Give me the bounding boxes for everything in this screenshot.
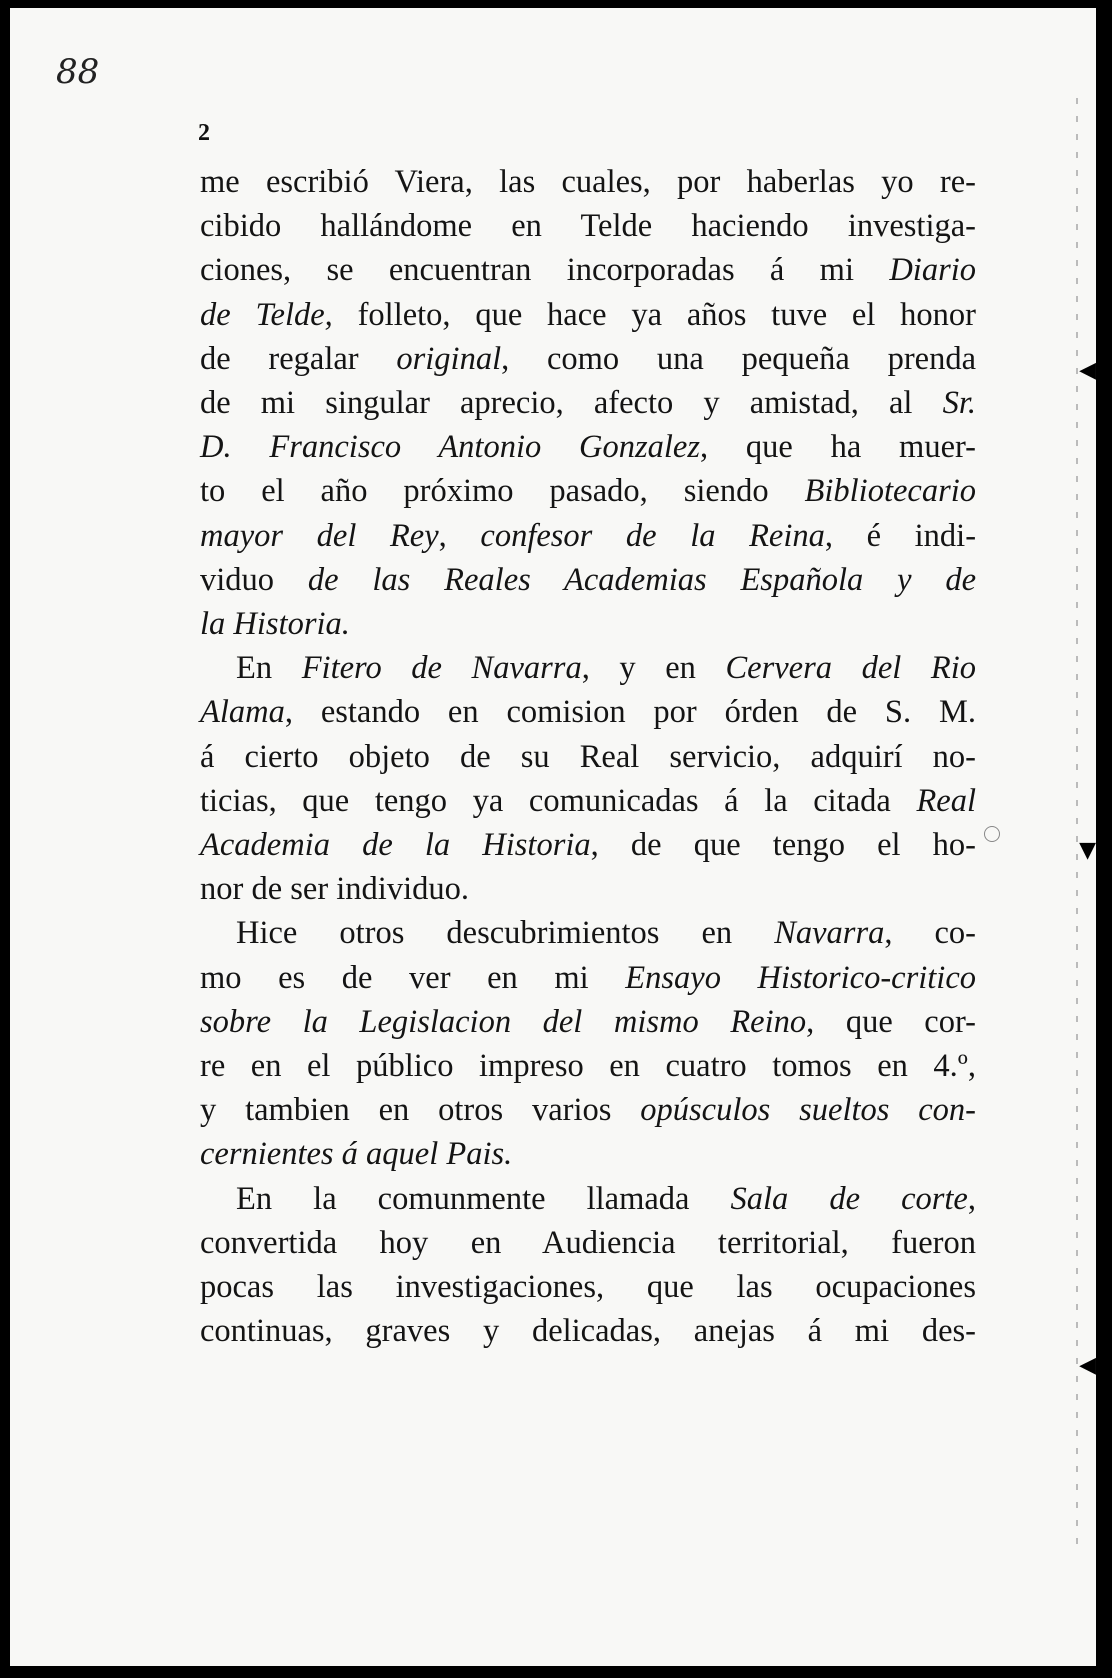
italic-text: Alama bbox=[200, 694, 285, 731]
paragraph bbox=[200, 1177, 976, 1354]
text-line bbox=[200, 690, 976, 734]
text-segment: to el año próximo pasado, siendo bbox=[200, 473, 805, 510]
text-line bbox=[200, 602, 976, 646]
margin-mark-icon: ◀ bbox=[1079, 1353, 1096, 1378]
text-segment: , co- bbox=[884, 915, 977, 952]
text-line: re en el público impreso en cuatro tomos en 4.º, bbox=[200, 1048, 976, 1085]
margin-mark-icon: ▼ bbox=[1079, 838, 1096, 863]
text-line bbox=[200, 956, 976, 1000]
text-segment: , bbox=[967, 1180, 976, 1217]
italic-text: D. Francisco Antonio Gonzalez bbox=[200, 429, 700, 466]
text-line: me escribió Viera, las cuales, por haberlas yo re- bbox=[200, 164, 976, 200]
text-segment: ciones, se encuentran incorporadas á mi bbox=[200, 252, 890, 289]
italic-text: de Telde, bbox=[200, 296, 333, 333]
text-segment: folleto, que hace ya años tuve el honor bbox=[332, 296, 976, 333]
text-line bbox=[200, 1000, 976, 1044]
text-line: á cierto objeto de su Real servicio, adquirí no- bbox=[200, 738, 976, 775]
text-segment: , bbox=[438, 517, 481, 554]
text-line bbox=[200, 425, 976, 469]
text-line bbox=[200, 1132, 976, 1176]
text-segment: de mi singular aprecio, afecto y amistad, al bbox=[200, 385, 943, 422]
text-line bbox=[200, 1088, 976, 1132]
text-segment: , é indi- bbox=[824, 517, 977, 554]
text-segment: En bbox=[236, 650, 302, 687]
text-line bbox=[200, 514, 976, 558]
text-segment: , de que tengo el ho- bbox=[590, 827, 976, 864]
text-line: convertida hoy en Audiencia territorial, fueron bbox=[200, 1224, 976, 1261]
text-line: nor de ser individuo. bbox=[200, 871, 469, 908]
text-line bbox=[200, 293, 976, 337]
italic-text: Real bbox=[916, 782, 976, 819]
text-line bbox=[200, 337, 976, 381]
italic-text: sobre la Legislacion del mismo Reino bbox=[200, 1003, 807, 1040]
italic-text: original bbox=[396, 340, 502, 377]
text-line bbox=[200, 248, 976, 292]
paragraph bbox=[200, 911, 976, 1176]
italic-text: Cervera del Rio bbox=[725, 650, 976, 687]
paragraph bbox=[200, 160, 976, 646]
italic-text: Sr. bbox=[942, 385, 976, 422]
italic-text: confesor de la Reina bbox=[480, 517, 825, 554]
text-segment: , y en bbox=[581, 650, 726, 687]
text-segment: En la comunmente llamada bbox=[236, 1180, 731, 1217]
text-segment: de regalar bbox=[200, 340, 397, 377]
text-segment: , estando en comision por órden de S. M. bbox=[284, 694, 976, 731]
text-line bbox=[200, 823, 976, 867]
page-edge-shadow bbox=[1076, 98, 1078, 1556]
text-line bbox=[200, 779, 976, 823]
text-segment: Hice otros descubrimientos en bbox=[236, 915, 775, 952]
italic-text: mayor del Rey bbox=[200, 517, 439, 554]
italic-text: Navarra bbox=[774, 915, 885, 952]
paragraph bbox=[200, 646, 976, 911]
italic-text: cernientes á aquel Pais. bbox=[200, 1136, 513, 1173]
italic-text: Ensayo Historico-critico bbox=[625, 959, 976, 996]
document-page bbox=[10, 8, 1096, 1666]
printed-page-number: 2 bbox=[198, 120, 210, 146]
text-segment: y tambien en otros varios bbox=[200, 1092, 641, 1129]
text-line bbox=[200, 1177, 976, 1221]
text-line bbox=[200, 558, 976, 602]
text-segment: , que cor- bbox=[806, 1003, 976, 1040]
italic-text: Fitero de Navarra bbox=[301, 650, 582, 687]
manuscript-page-number: 88 bbox=[56, 52, 100, 92]
italic-text: Diario bbox=[889, 252, 976, 289]
margin-mark-icon: ◀ bbox=[1079, 358, 1096, 383]
italic-text: Sala de corte bbox=[730, 1180, 968, 1217]
italic-text: opúsculos sueltos con- bbox=[640, 1092, 977, 1129]
text-line: cibido hallándome en Telde haciendo investiga- bbox=[200, 208, 976, 245]
text-segment: , que ha muer- bbox=[700, 429, 976, 466]
italic-text: Bibliotecario bbox=[804, 473, 976, 510]
italic-text: Academia de la Historia bbox=[200, 827, 591, 864]
text-line: pocas las investigaciones, que las ocupaciones bbox=[200, 1269, 976, 1306]
text-segment: mo es de ver en mi bbox=[200, 959, 626, 996]
text-segment: , como una pequeña prenda bbox=[501, 340, 976, 377]
text-line bbox=[200, 646, 976, 690]
italic-text: la Historia. bbox=[200, 606, 350, 643]
margin-circle-mark bbox=[984, 826, 1000, 842]
text-line bbox=[200, 469, 976, 513]
text-segment: ticias, que tengo ya comunicadas á la citada bbox=[200, 782, 917, 819]
text-line bbox=[200, 381, 976, 425]
text-segment: viduo bbox=[200, 561, 308, 598]
text-line: continuas, graves y delicadas, anejas á mi des- bbox=[200, 1313, 976, 1350]
body-text bbox=[200, 160, 976, 1353]
italic-text: de las Reales Academias Española y de bbox=[307, 561, 977, 598]
text-line bbox=[200, 911, 976, 955]
